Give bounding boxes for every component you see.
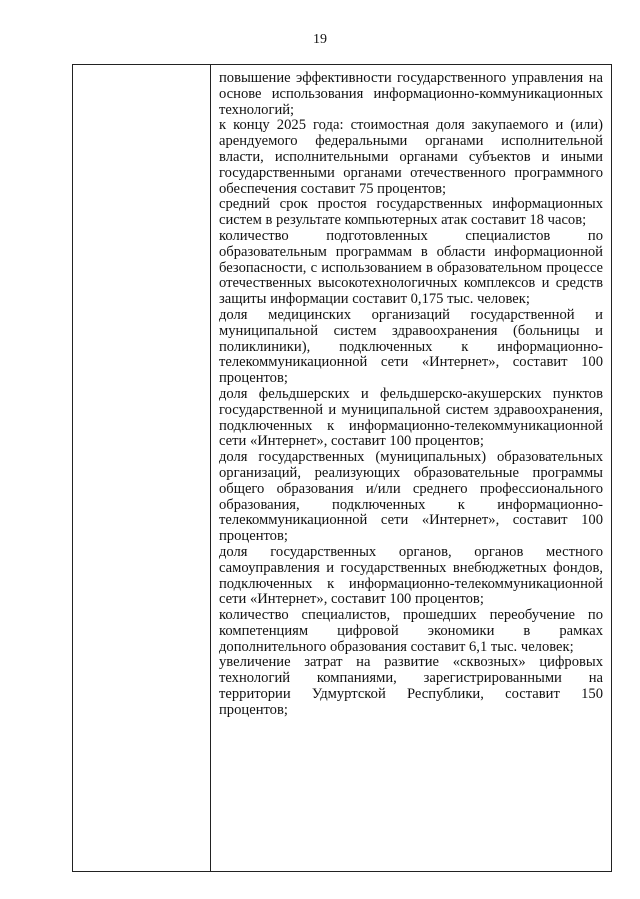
indicator-paragraph: количество подготовленных специалистов по образовательным программам в области информационной безопасности, с использованием в образовательном процессе отечественных высокотехнологичных комплексов и средств защиты информации составит 0,175 тыс. человек; [219,227,603,308]
indicator-paragraph: к концу 2025 года: стоимостная доля закупаемого и (или) арендуемого федеральными органами исполнительной власти, исполнительными органами субъектов и иными государственными органами отечественного программного обеспечения составит 75 процентов; [219,117,603,197]
table-right-cell [211,65,611,719]
indicator-paragraph: доля медицинских организаций государственной и муниципальной систем здравоохранения (больницы и поликлиники), подключенных к информационно-телекоммуникационной сети «Интернет», составит 100 процентов; [219,306,603,387]
page-number: 19 [313,32,327,47]
indicator-paragraph: увеличение затрат на развитие «сквозных» цифровых технологий компаниями, зарегистрированными на территории Удмуртской Республики, составит 150 процентов; [219,654,603,718]
indicator-paragraph: средний срок простоя государственных информационных систем в результате компьютерных атак составит 18 часов; [219,196,603,229]
indicator-paragraph: доля фельдшерских и фельдшерско-акушерских пунктов государственной и муниципальной систем здравоохранения, подключенных к информационно-телекоммуникационной сети «Интернет», составит 100 процентов; [219,385,603,450]
table-left-cell [73,65,211,871]
indicator-paragraph: повышение эффективности государственного управления на основе использования информационно-коммуникационных технологий; [219,70,603,118]
indicator-paragraph: доля государственных органов, органов местного самоуправления и государственных внебюджетных фондов, подключенных к информационно-телекоммуникационной сети «Интернет», составит 100 процентов; [219,543,603,608]
document-table [72,64,612,872]
indicator-paragraph: доля государственных (муниципальных) образовательных организаций, реализующих образовательные программы общего образования и/или среднего профессионального образования, подключенных к информационно-телекоммуникационной сети «Интернет», составит 100 процентов; [219,449,603,545]
indicator-paragraph: количество специалистов, прошедших переобучение по компетенциям цифровой экономики в рамках дополнительного образования составит 6,1 тыс. человек; [219,607,603,655]
